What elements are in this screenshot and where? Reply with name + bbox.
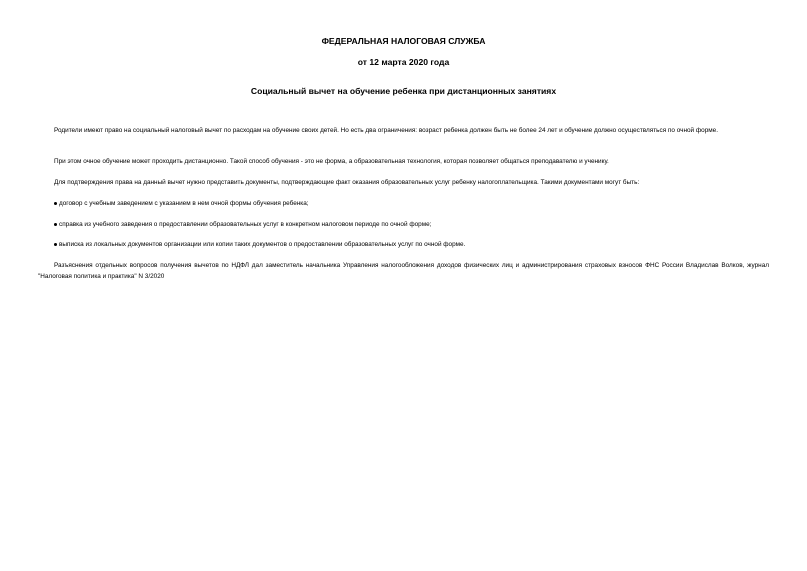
list-item-text: договор с учебным заведением с указанием в нем очной формы обучения ребенка; [59, 200, 309, 207]
bullet-icon [54, 223, 57, 226]
list-item [54, 219, 769, 230]
list-item-text: справка из учебного заведения о предоставлении образовательных услуг в конкретном налоговом периоде по очной форме; [59, 221, 432, 228]
bullet-icon [54, 243, 57, 246]
document-date: от 12 марта 2020 года [357, 57, 450, 67]
paragraph-distance-learning: При этом очное обучение может проходить дистанционно. Такой способ обучения - это не форма, а образовательная технология, которая позволяет общаться преподавателю и ученику. [54, 158, 609, 165]
document-title: Социальный вычет на обучение ребенка при дистанционных занятиях [250, 86, 557, 96]
agency-name: ФЕДЕРАЛЬНАЯ НАЛОГОВАЯ СЛУЖБА [321, 36, 486, 46]
bullet-icon [54, 202, 57, 205]
list-item [54, 239, 769, 250]
list-item [54, 198, 769, 209]
paragraph-closing-source: Разъяснения отдельных вопросов получения вычетов по НДФЛ дал заместитель начальника Управления налогообложения доходов физических лиц и администрирования страховых взносов ФНС России Владислав Волков, журнал "Налоговая политика и практика" N 3/2020 [38, 262, 769, 280]
paragraph-right-to-deduction: Родители имеют право на социальный налоговый вычет по расходам на обучение своих детей. Но есть два ограничения: возраст ребенка должен быть не более 24 лет и обучение должно осуществляться по очной форме. [54, 127, 718, 134]
paragraph-required-documents: Для подтверждения права на данный вычет нужно представить документы, подтверждающие факт оказания образовательных услуг ребенку налогоплательщика. Такими документами могут быть: [54, 179, 640, 186]
list-item-text: выписка из локальных документов организации или копии таких документов о предоставлении образовательных услуг по очной форме. [59, 241, 466, 248]
